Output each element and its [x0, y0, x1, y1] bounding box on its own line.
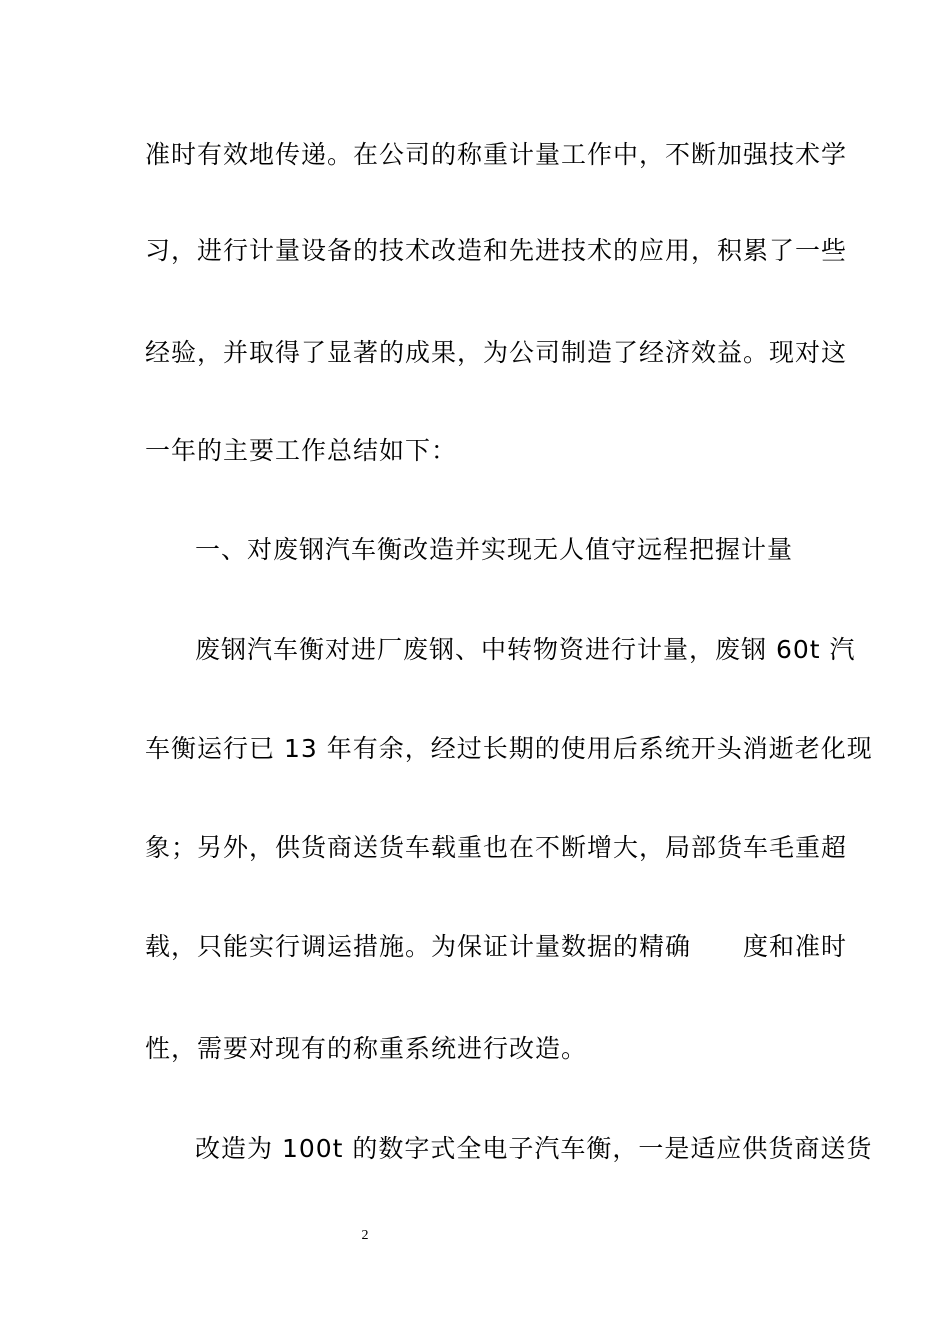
body-text-line: 改造为 100t 的数字式全电子汽车衡，一是适应供货商送货	[195, 1134, 873, 1163]
body-text-line: 习，进行计量设备的技术改造和先进技术的应用，积累了一些	[145, 236, 848, 265]
body-text-line: 准时有效地传递。在公司的称重计量工作中，不断加强技术学	[145, 140, 848, 169]
body-text-line: 象；另外，供货商送货车载重也在不断增大，局部货车毛重超	[145, 833, 848, 862]
body-text-line-split	[145, 932, 848, 962]
body-text-line: 车衡运行已 13 年有余，经过长期的使用后系统开头消逝老化现	[145, 734, 873, 763]
body-text-line: 废钢汽车衡对进厂废钢、中转物资进行计量，废钢 60t 汽	[195, 635, 856, 664]
body-text-segment: 度和准时	[743, 932, 848, 961]
body-text-line: 经验，并取得了显著的成果，为公司制造了经济效益。现对这	[145, 338, 848, 367]
body-text-segment: 载，只能实行调运措施。为保证计量数据的精确	[145, 932, 692, 961]
section-heading: 一、对废钢汽车衡改造并实现无人值守远程把握计量	[195, 535, 794, 564]
page-number: 2	[361, 1228, 369, 1243]
body-text-line: 一年的主要工作总结如下：	[145, 436, 458, 465]
body-text-line: 性，需要对现有的称重系统进行改造。	[145, 1034, 588, 1063]
